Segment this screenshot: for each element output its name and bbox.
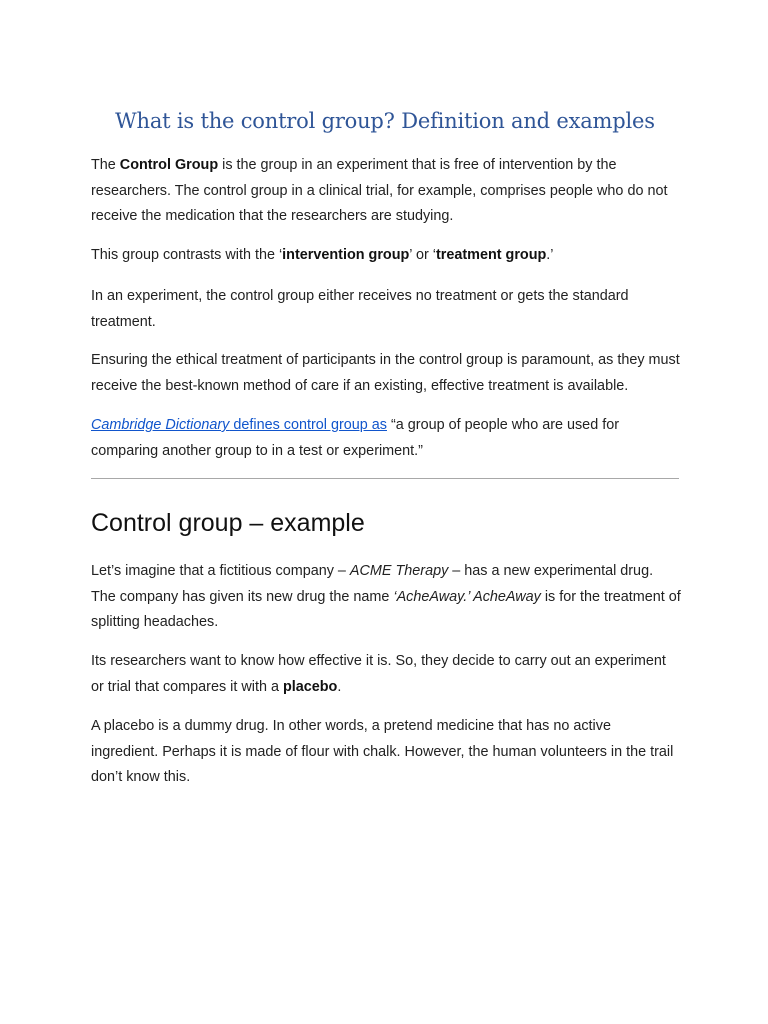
section-heading: Control group – example (91, 509, 365, 537)
paragraph-placebo: A placebo is a dummy drug. In other words, a pretend medicine that has no active ingredient. Perhaps it is made of flour with chalk. However, the human volunteers in the trail don’t know this. (91, 718, 674, 785)
text: is the group in an experiment that is free of intervention by the researchers. The control group in a clinical trial, for example, comprises people who do not receive the medication that the researchers are studying. (91, 157, 668, 224)
text: This group contrasts with the ‘ (91, 247, 283, 263)
link-italic: Cambridge Dictionary (91, 417, 230, 433)
text: is for the treatment of splitting headaches. (91, 588, 681, 630)
document-title: What is the control group? Definition and examples (115, 109, 655, 133)
bold-term-intervention-group: intervention group (282, 247, 410, 263)
horizontal-divider (91, 478, 679, 479)
paragraph-definition (91, 153, 681, 230)
text: Let’s imagine that a fictitious company – (91, 563, 350, 579)
paragraph-cambridge (91, 413, 681, 464)
text: ’ or ‘ (409, 247, 436, 263)
paragraph-experiment: In an experiment, the control group either receives no treatment or gets the standard treatment. (91, 288, 629, 330)
text: . (337, 678, 342, 695)
bold-term-control-group: Control Group (119, 157, 219, 173)
paragraph-contrast (91, 243, 681, 269)
paragraph-researchers (91, 649, 681, 700)
text: – has a new experimental drug. The company has given its new drug the name (91, 563, 654, 605)
text: “a group of people who are used for comparing another group to in a test or experiment.” (91, 417, 619, 459)
link-text: defines control group as (229, 417, 387, 433)
text: The (91, 157, 120, 173)
cambridge-dictionary-link[interactable] (91, 417, 387, 433)
bold-term-placebo: placebo (282, 678, 338, 695)
italic-drug-name: ‘AcheAway.’ AcheAway (393, 588, 541, 605)
italic-company-name: ACME Therapy (349, 563, 449, 579)
paragraph-acme (91, 559, 681, 636)
bold-term-treatment-group: treatment group (435, 247, 547, 263)
text: Its researchers want to know how effective it is. So, they decide to carry out an experiment or trial that compares it with a (91, 653, 666, 695)
text: .’ (546, 247, 554, 263)
paragraph-ethics: Ensuring the ethical treatment of participants in the control group is paramount, as they must receive the best-known method of care if an existing, effective treatment is available. (91, 352, 680, 394)
